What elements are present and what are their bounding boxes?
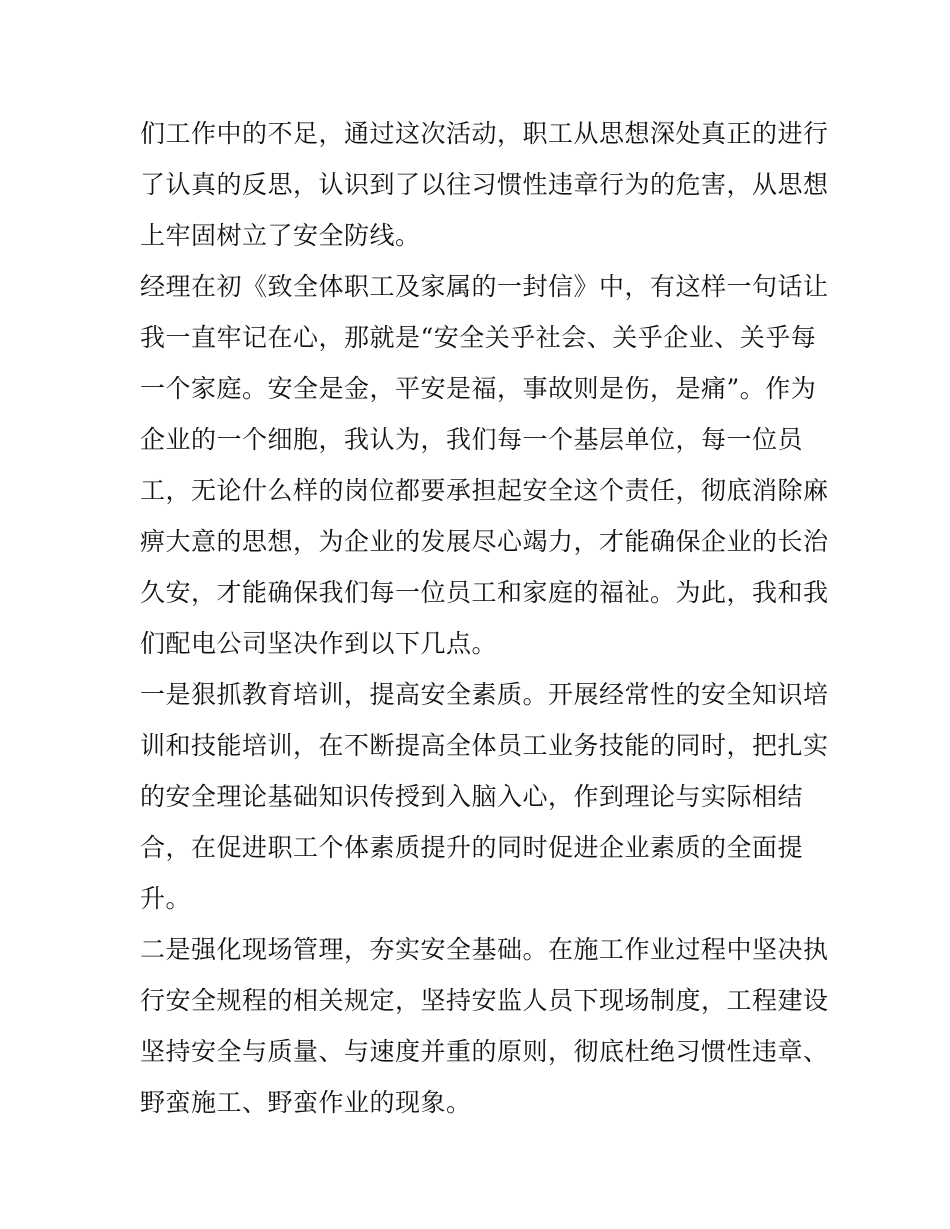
- text-line: 企业的一个细胞，我认为，我们每一个基层单位，每一位员: [140, 425, 804, 454]
- body-text: [140, 108, 829, 1128]
- text-line: 一个家庭。安全是金，平安是福，事故则是伤，是痛”。作为: [140, 374, 817, 403]
- text-line: 合，在促进职工个体素质提升的同时促进企业素质的全面提: [140, 833, 804, 862]
- text-line: 久安，才能确保我们每一位员工和家庭的福祉。为此，我和我: [140, 578, 829, 607]
- text-line: 我一直牢记在心，那就是“安全关乎社会、关乎企业、关乎每: [140, 323, 817, 352]
- text-line: 一是狠抓教育培训，提高安全素质。开展经常性的安全知识培: [140, 680, 829, 709]
- text-line: 坚持安全与质量、与速度并重的原则，彻底杜绝习惯性违章、: [140, 1037, 829, 1066]
- text-line: 工，无论什么样的岗位都要承担起安全这个责任，彻底消除麻: [140, 476, 829, 505]
- text-line: 们工作中的不足，通过这次活动，职工从思想深处真正的进行: [140, 119, 829, 148]
- text-line: 二是强化现场管理，夯实安全基础。在施工作业过程中坚决执: [140, 935, 829, 964]
- text-line: 上牢固树立了安全防线。: [140, 221, 421, 250]
- text-line: 经理在初《致全体职工及家属的一封信》中，有这样一句话让: [140, 272, 829, 301]
- text-line: 训和技能培训，在不断提高全体员工业务技能的同时，把扎实: [140, 731, 829, 760]
- text-line: 行安全规程的相关规定，坚持安监人员下现场制度，工程建设: [140, 986, 829, 1015]
- text-line: 野蛮施工、野蛮作业的现象。: [140, 1088, 472, 1117]
- text-line: 们配电公司坚决作到以下几点。: [140, 629, 498, 658]
- text-line: 的安全理论基础知识传授到入脑入心，作到理论与实际相结: [140, 782, 804, 811]
- text-line: 痹大意的思想，为企业的发展尽心竭力，才能确保企业的长治: [140, 527, 829, 556]
- text-line: 升。: [140, 884, 192, 913]
- text-line: 了认真的反思，认识到了以往习惯性违章行为的危害，从思想: [140, 170, 829, 199]
